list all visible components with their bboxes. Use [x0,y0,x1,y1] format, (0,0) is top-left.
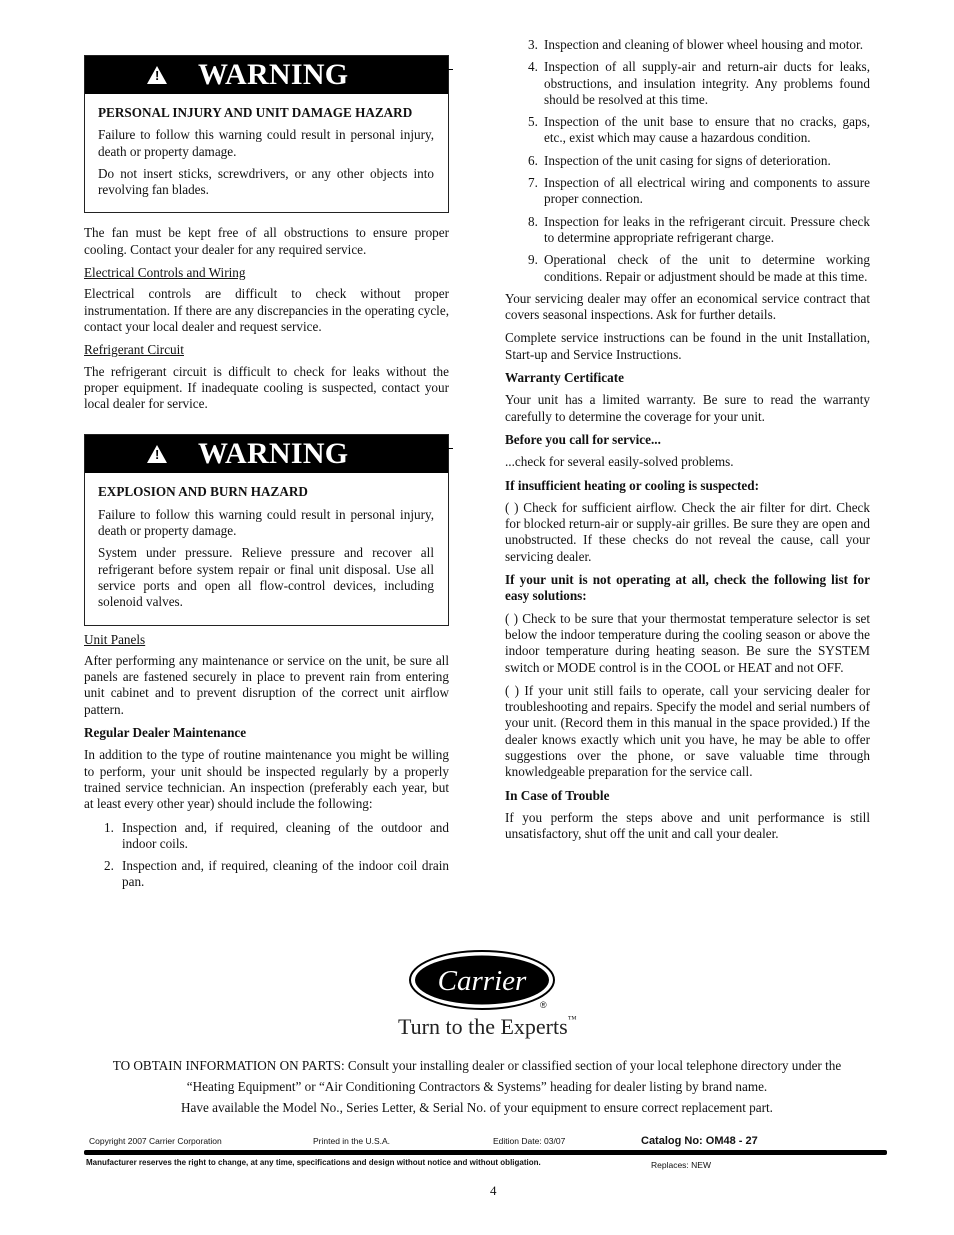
electrical-paragraph: Electrical controls are difficult to check without proper instrumentation. If there are any discrepancies in the operating cycle, contact your local dealer and request service. [84,286,449,334]
refrigerant-heading: Refrigerant Circuit [84,342,184,358]
insufficient-paragraph: ( ) Check for sufficient airflow. Check the air filter for dirt. Check for blocked return-air or supply-air grilles. Be sure they are open and unobstructed. If these checks do not reveal the cause, call your servicing dealer. [505,499,870,564]
list-item: 3. Inspection and cleaning of blower wheel housing and motor. [528,37,863,52]
list-item: 6. Inspection of the unit casing for signs of deterioration. [528,152,831,168]
maintenance-list [84,820,449,891]
warranty-paragraph: Your unit has a limited warranty. Be sure to read the warranty carefully to determine the coverage for your unit. [505,392,870,424]
warning-header [85,56,448,94]
printed-in: Printed in the U.S.A. [313,1136,391,1146]
warning-text: System under pressure. Relieve pressure and recover all refrigerant before system repair or final unit disposal. Use all service ports and open all flow-control devices, including solenoid valves. [98,545,434,610]
list-item: 2. Inspection and, if required, cleaning of the indoor coil drain pan. [104,858,449,890]
warning-header [85,435,448,473]
trouble-heading: In Case of Trouble [505,787,610,803]
warning-box-fan [84,55,449,213]
still-fails-paragraph: ( ) If your unit still fails to operate, call your servicing dealer for troubleshooting and repairs. Specify the model and serial numbers of your unit. (Record them in this manual in the space provided.) If the dealer knows exactly which unit you have, he may be able to offer suggestions over the phone, or save valuable time through knowledgeable preparation for the service call. [505,682,870,780]
warning-title: WARNING [198,57,349,91]
right-column [505,37,870,849]
warning-text: Failure to follow this warning could result in personal injury, death or property damage. [98,506,434,539]
parts-info-line: Have available the Model No., Series Letter, & Serial No. of your equipment to ensure correct replacement part. [181,1100,773,1115]
left-column [84,55,449,897]
warning-text: Failure to follow this warning could result in personal injury, death or property damage. [98,127,434,159]
catalog-number: Catalog No: OM48 - 27 [641,1135,758,1147]
complete-paragraph: Complete service instructions can be found in the unit Installation, Start-up and Service Instructions. [505,330,870,362]
maintenance-paragraph: In addition to the type of routine maintenance you might be willing to perform, your unit should be inspected regularly by a properly trained service technician. An inspection (preferably each year, but at least every other year) should include the following: [84,747,449,812]
warning-triangle-icon: ! [147,445,167,463]
panels-paragraph: After performing any maintenance or service on the unit, be sure all panels are fastened securely in place to prevent rain from entering unit cabinet and to prevent disruption of the correct unit airflow pattern. [84,652,449,717]
trouble-paragraph: If you perform the steps above and unit performance is still unsatisfactory, shut off the unit and call your dealer. [505,809,870,842]
list-item: 1. Inspection and, if required, cleaning of the outdoor and indoor coils. [104,819,449,851]
copyright: Copyright 2007 Carrier Corporation [89,1136,222,1146]
refrigerant-paragraph: The refrigerant circuit is difficult to check for leaks without the proper equipment. If inadequate cooling is suspected, contact your local dealer for service. [84,363,449,412]
list-item: 8. Inspection for leaks in the refrigerant circuit. Pressure check to determine appropriate refrigerant charge. [528,213,870,245]
list-item: 7. Inspection of all electrical wiring and components to assure proper connection. [528,175,870,207]
maintenance-heading: Regular Dealer Maintenance [84,725,247,741]
insufficient-heading: If insufficient heating or cooling is suspected: [505,477,759,493]
warning-box-explosion [84,434,449,625]
parts-info-line: “Heating Equipment” or “Air Conditioning Contractors & Systems” heading for dealer listing by brand name. [186,1079,768,1094]
carrier-logo-icon [408,950,558,1012]
list-item: 5. Inspection of the unit base to ensure that no cracks, gaps, etc., exist which may cause a hazardous condition. [528,114,870,146]
replaces: Replaces: NEW [651,1160,711,1170]
carrier-logo [408,950,558,1017]
not-operating-heading: If your unit is not operating at all, check the following list for easy solutions: [505,572,870,604]
registered-mark: ® [540,1000,547,1010]
footer-rule [84,1150,887,1155]
edition-date: Edition Date: 03/07 [493,1136,566,1146]
before-service-heading: Before you call for service... [505,431,661,447]
tagline: Turn to the Experts™ [398,1014,577,1039]
page-number: 4 [490,1183,497,1198]
panels-heading: Unit Panels [84,631,146,647]
warning-hazard: PERSONAL INJURY AND UNIT DAMAGE HAZARD [98,105,413,120]
warranty-heading: Warranty Certificate [505,370,625,386]
parts-info-line: TO OBTAIN INFORMATION ON PARTS: Consult your installing dealer or classified section of your local telephone directory under the [112,1058,842,1073]
before-service-paragraph: ...check for several easily-solved problems. [505,454,734,470]
not-operating-paragraph: ( ) Check to be sure that your thermostat temperature selector is set below the indoor temperature during the cooling season or above the indoor temperature during heating season. Be sure the SYSTEM switch or MODE control is in the COOL or HEAT and not OFF. [505,610,870,675]
fan-paragraph: The fan must be kept free of all obstructions to ensure proper cooling. Contact your dealer for any required service. [84,225,449,257]
disclaimer: Manufacturer reserves the right to change, at any time, specifications and design without notice and without obligation. [86,1158,541,1167]
electrical-heading: Electrical Controls and Wiring [84,265,246,281]
logo-text: Carrier [437,965,527,997]
warning-triangle-icon: ! [147,66,167,84]
warning-title: WARNING [198,437,349,471]
maintenance-list-continued [505,37,870,285]
warning-hazard: EXPLOSION AND BURN HAZARD [98,484,308,500]
list-item: 4. Inspection of all supply-air and return-air ducts for leaks, obstructions, and insulation integrity. Any problems found should be resolved at this time. [528,59,870,107]
warning-text: Do not insert sticks, screwdrivers, or any other objects into revolving fan blades. [98,165,434,198]
contract-paragraph: Your servicing dealer may offer an economical service contract that covers seasonal inspections. Ask for further details. [505,290,870,323]
list-item: 9. Operational check of the unit to determine working conditions. Repair or adjustment should be made at this time. [528,252,870,284]
